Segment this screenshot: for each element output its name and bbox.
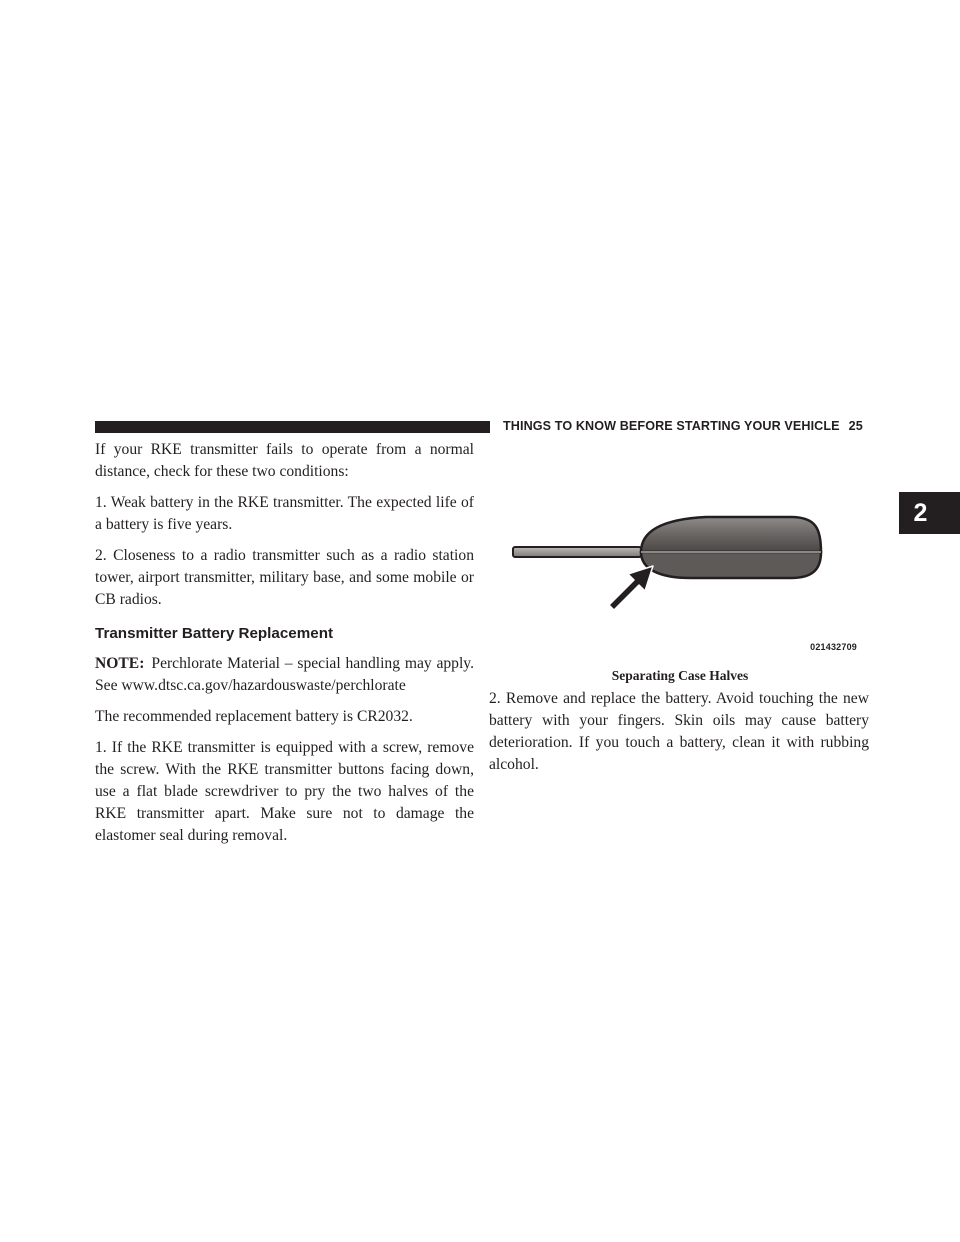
condition-1: 1. Weak battery in the RKE transmitter. The expected life of a battery is five years. [95, 494, 474, 533]
figure-separating-case-halves [491, 449, 869, 663]
pry-arrow-icon [609, 566, 653, 610]
note-paragraph [95, 653, 474, 697]
section-title: THINGS TO KNOW BEFORE STARTING YOUR VEHICLE [503, 419, 840, 433]
running-header [503, 419, 863, 433]
fob-lower-half [641, 552, 821, 578]
condition-2: 2. Closeness to a radio transmitter such as a radio station tower, airport transmitter, military base, and some mobile or CB radios. [95, 547, 474, 608]
key-blade [513, 547, 641, 557]
step-1-paragraph: 1. If the RKE transmitter is equipped with a screw, remove the screw. With the RKE transmitter buttons facing down, use a flat blade screwdriver to pry the two halves of the RKE transmitter apart. Make sure not to damage the elastomer seal during removal. [95, 739, 474, 844]
image-code: 021432709 [810, 642, 857, 652]
section-heading: Transmitter Battery Replacement [95, 625, 334, 642]
figure-caption: Separating Case Halves [611, 668, 749, 683]
left-column [95, 439, 474, 856]
note-label: NOTE: [95, 655, 145, 672]
right-column [489, 688, 869, 776]
battery-type-paragraph: The recommended replacement battery is CR2032. [95, 708, 413, 725]
header-rule [95, 421, 490, 433]
fob-upper-half [641, 517, 821, 552]
note-text: Perchlorate Material – special handling may apply. See www.dtsc.ca.gov/hazardouswaste/perchlorate [95, 655, 474, 694]
intro-paragraph: If your RKE transmitter fails to operate from a normal distance, check for these two conditions: [95, 441, 474, 480]
chapter-tab: 2 [899, 492, 960, 534]
key-fob-illustration [491, 449, 869, 663]
step-2-paragraph: 2. Remove and replace the battery. Avoid touching the new battery with your fingers. Skin oils may cause battery deterioration. If you touch a battery, clean it with rubbing alcohol. [489, 690, 869, 773]
page-number: 25 [848, 419, 863, 433]
